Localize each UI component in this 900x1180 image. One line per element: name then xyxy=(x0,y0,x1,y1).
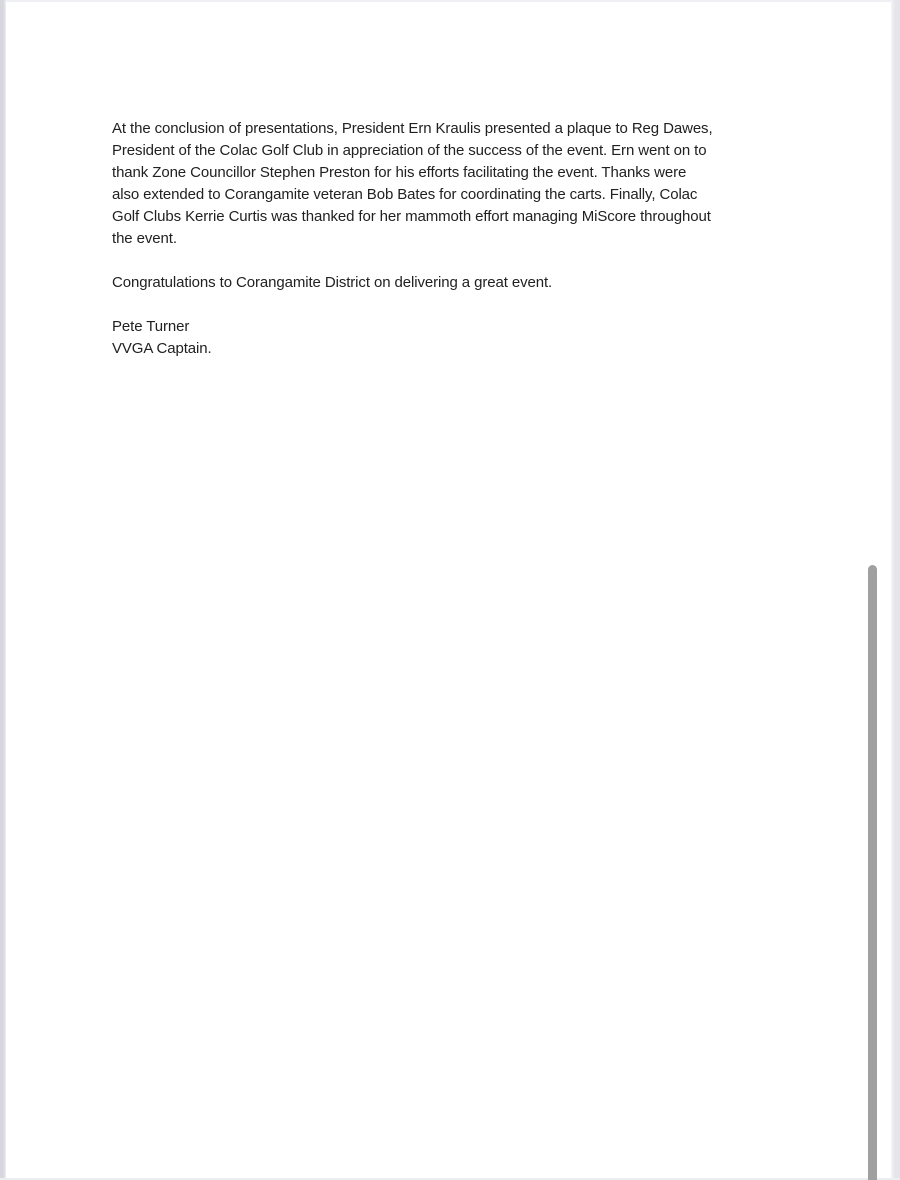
text-line: thank Zone Councillor Stephen Preston for his efforts facilitating the event. Thanks were xyxy=(112,164,687,181)
paragraph-presentations xyxy=(112,118,802,250)
text-line: also extended to Corangamite veteran Bob Bates for coordinating the carts. Finally, Colac xyxy=(112,186,698,203)
signature-block xyxy=(112,316,802,360)
text-line: the event. xyxy=(112,230,177,247)
scrollbar-track xyxy=(891,0,900,1180)
viewer-edge-top xyxy=(0,0,900,2)
text-line: Golf Clubs Kerrie Curtis was thanked for her mammoth effort managing MiScore throughout xyxy=(112,208,711,225)
signature-name: Pete Turner xyxy=(112,318,190,335)
scrollbar-thumb[interactable] xyxy=(868,565,877,1180)
viewer-edge-left xyxy=(0,0,6,1180)
document-page xyxy=(112,118,802,382)
text-line: Congratulations to Corangamite District on delivering a great event. xyxy=(112,274,553,291)
text-line: At the conclusion of presentations, President Ern Kraulis presented a plaque to Reg Dawes, xyxy=(112,120,713,137)
paragraph-congratulations xyxy=(112,272,802,294)
text-line: President of the Colac Golf Club in appreciation of the success of the event. Ern went on to xyxy=(112,142,707,159)
signature-title: VVGA Captain. xyxy=(112,340,212,357)
